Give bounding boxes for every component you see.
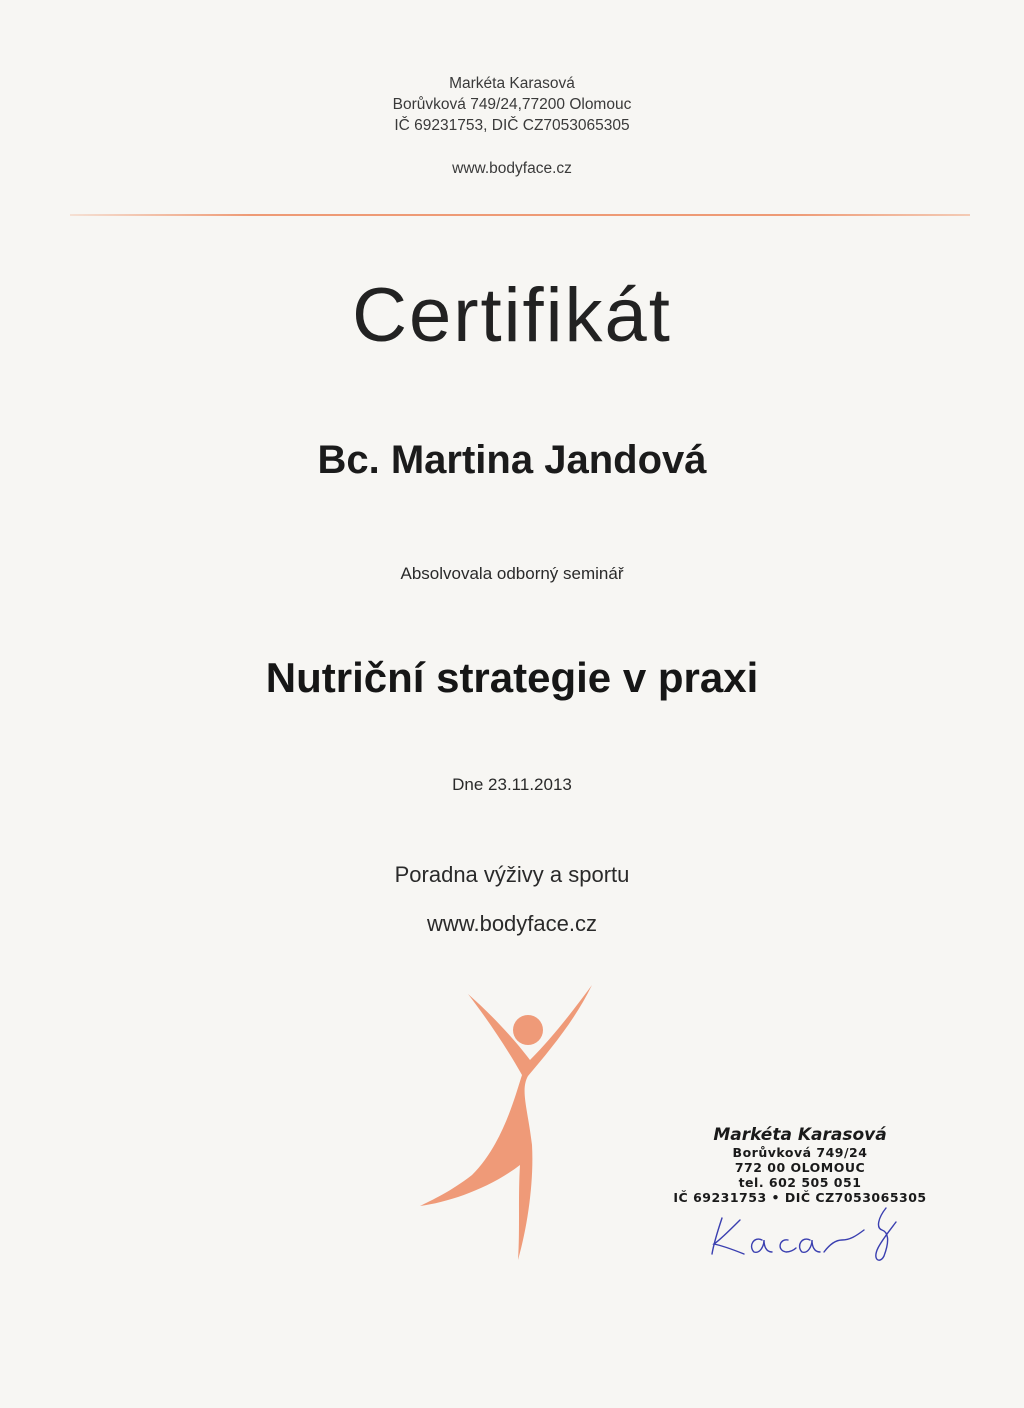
divider-line <box>70 214 970 216</box>
certificate-title: Certifikát <box>352 273 672 358</box>
header-website: www.bodyface.cz <box>452 160 572 177</box>
stamp-ids: IČ 69231753 • DIČ CZ7053065305 <box>673 1190 927 1205</box>
certificate-date: Dne 23.11.2013 <box>452 775 572 794</box>
header-block <box>0 73 1024 136</box>
organization-name: Poradna výživy a sportu <box>394 862 630 887</box>
signature <box>700 1200 920 1270</box>
stamp-city: 772 00 OLOMOUC <box>734 1160 866 1175</box>
header-ids: IČ 69231753, DIČ CZ7053065305 <box>394 117 630 134</box>
completed-text: Absolvovala odborný seminář <box>400 564 624 583</box>
person-figure-icon <box>410 980 610 1270</box>
seminar-name: Nutriční strategie v praxi <box>265 654 759 701</box>
stamp-street: Borůvková 749/24 <box>732 1145 868 1160</box>
header-name: Markéta Karasová <box>449 75 575 92</box>
recipient-name: Bc. Martina Jandová <box>317 438 707 482</box>
stamp-name: Markéta Karasová <box>713 1125 887 1145</box>
header-address: Borůvková 749/24,77200 Olomouc <box>392 96 632 113</box>
company-stamp <box>660 1125 940 1205</box>
organization-website: www.bodyface.cz <box>427 911 597 936</box>
stamp-phone: tel. 602 505 051 <box>738 1175 862 1190</box>
